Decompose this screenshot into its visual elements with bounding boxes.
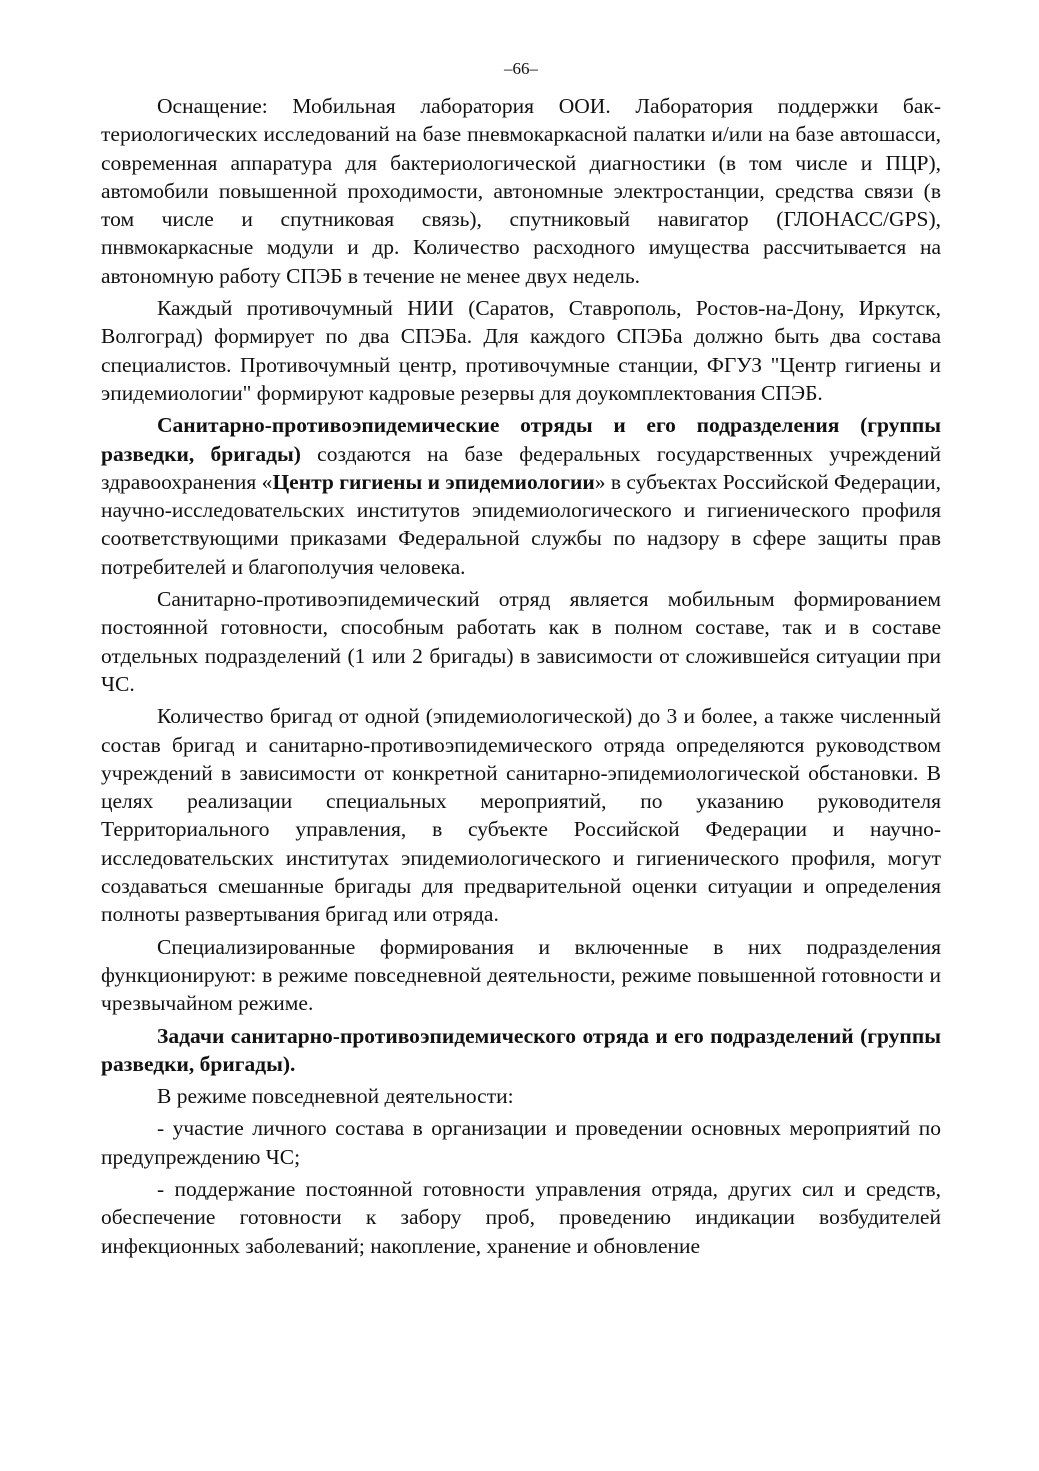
units-bold-intro: Санитарно-противоэпидемические отряды и его подразделения (группы разведки, бригады)	[101, 413, 941, 466]
paragraph-units	[101, 411, 941, 581]
paragraph-brigades-count: Количество бригад от одной (эпидемиологической) до 3 и более, а также численный состав бригад и санитарно-противоэпидемического отряда определяются руководством учреждений в зависимости от конкретной санитарно-эпидемиологической обстановки. В целях реализации специальных мероприятий, по указанию руководителя Территориального управления, в субъекте Российской Федерации и научно-исследовательских институтах эпидемиологического и гигиенического профиля, могут создаваться смешанные бригады для предварительной оценки ситуации и определения полноты развертывания бригад или отряда.	[101, 704, 941, 927]
paragraph-mobile-unit: Санитарно-противоэпидемический отряд является мобильным формированием постоянной готовности, способным работать как в полном составе, так и в составе отдельных подразделений (1 или 2 бригады) в зависимости от сложившейся ситуации при ЧС.	[101, 587, 941, 696]
paragraph-daily-mode: В режиме повседневной деятельности:	[157, 1084, 514, 1109]
units-text-1: создаются на базе федеральных государственных учреждений здравоохранения «	[101, 441, 941, 494]
list-item-readiness: - поддержание постоянной готовности управления отряда, других сил и средств, обеспечение готовности к забору проб, проведению индикации возбудителей инфекционных заболеваний; накопление, хранение и обновление	[101, 1176, 941, 1258]
list-item-prevention: - участие личного состава в организации и проведении основных мероприятий по предупреждению ЧС;	[101, 1116, 941, 1169]
page-number: –66–	[504, 59, 538, 78]
tasks-heading: Задачи санитарно-противоэпидемического отряда и его подразделений (группы разведки, бригады).	[101, 1023, 941, 1076]
units-text-2: » в субъектах Российской Федерации, научно-исследовательских институтов эпидемиологического и гигиенического профиля соответствующими приказами Федеральной службы по надзору в сфере защиты прав потребителей и благополучия человека.	[101, 469, 941, 579]
paragraph-equipment: Оснащение: Мобильная лаборатория ООИ. Лаборатория поддержки бактериологических исследований на базе пневмокаркасной палатки и/или на базе автошасси, современная аппаратура для бактериологической диагностики (в том числе и ПЦР), автомобили повышенной проходимости, автономные электростанции, средства связи (в том числе и спутниковая связь), спутниковый навигатор (ГЛОНАСС/GPS), пнвмокаркасные модули и др. Количество расходного имущества рассчитывается на автономную работу СПЭБ в течение не менее двух недель.	[101, 94, 941, 288]
paragraph-institutes: Каждый противочумный НИИ (Саратов, Ставрополь, Ростов-на-Дону, Иркутск, Волгоград) формирует по два СПЭБа. Для каждого СПЭБа должно быть два состава специалистов. Противочумный центр, противочумные станции, ФГУЗ "Центр гигиены и эпидемиологии" формируют кадровые резервы для доукомплектования СПЭБ.	[101, 296, 941, 405]
document-page	[101, 58, 941, 1260]
paragraph-specialized: Специализированные формирования и включенные в них подразделения функционируют: в режиме повседневной деятельности, режиме повышенной готовности и чрезвычайном режиме.	[101, 934, 941, 1016]
units-bold-center: Центр гигиены и эпидемиологии	[272, 469, 595, 494]
